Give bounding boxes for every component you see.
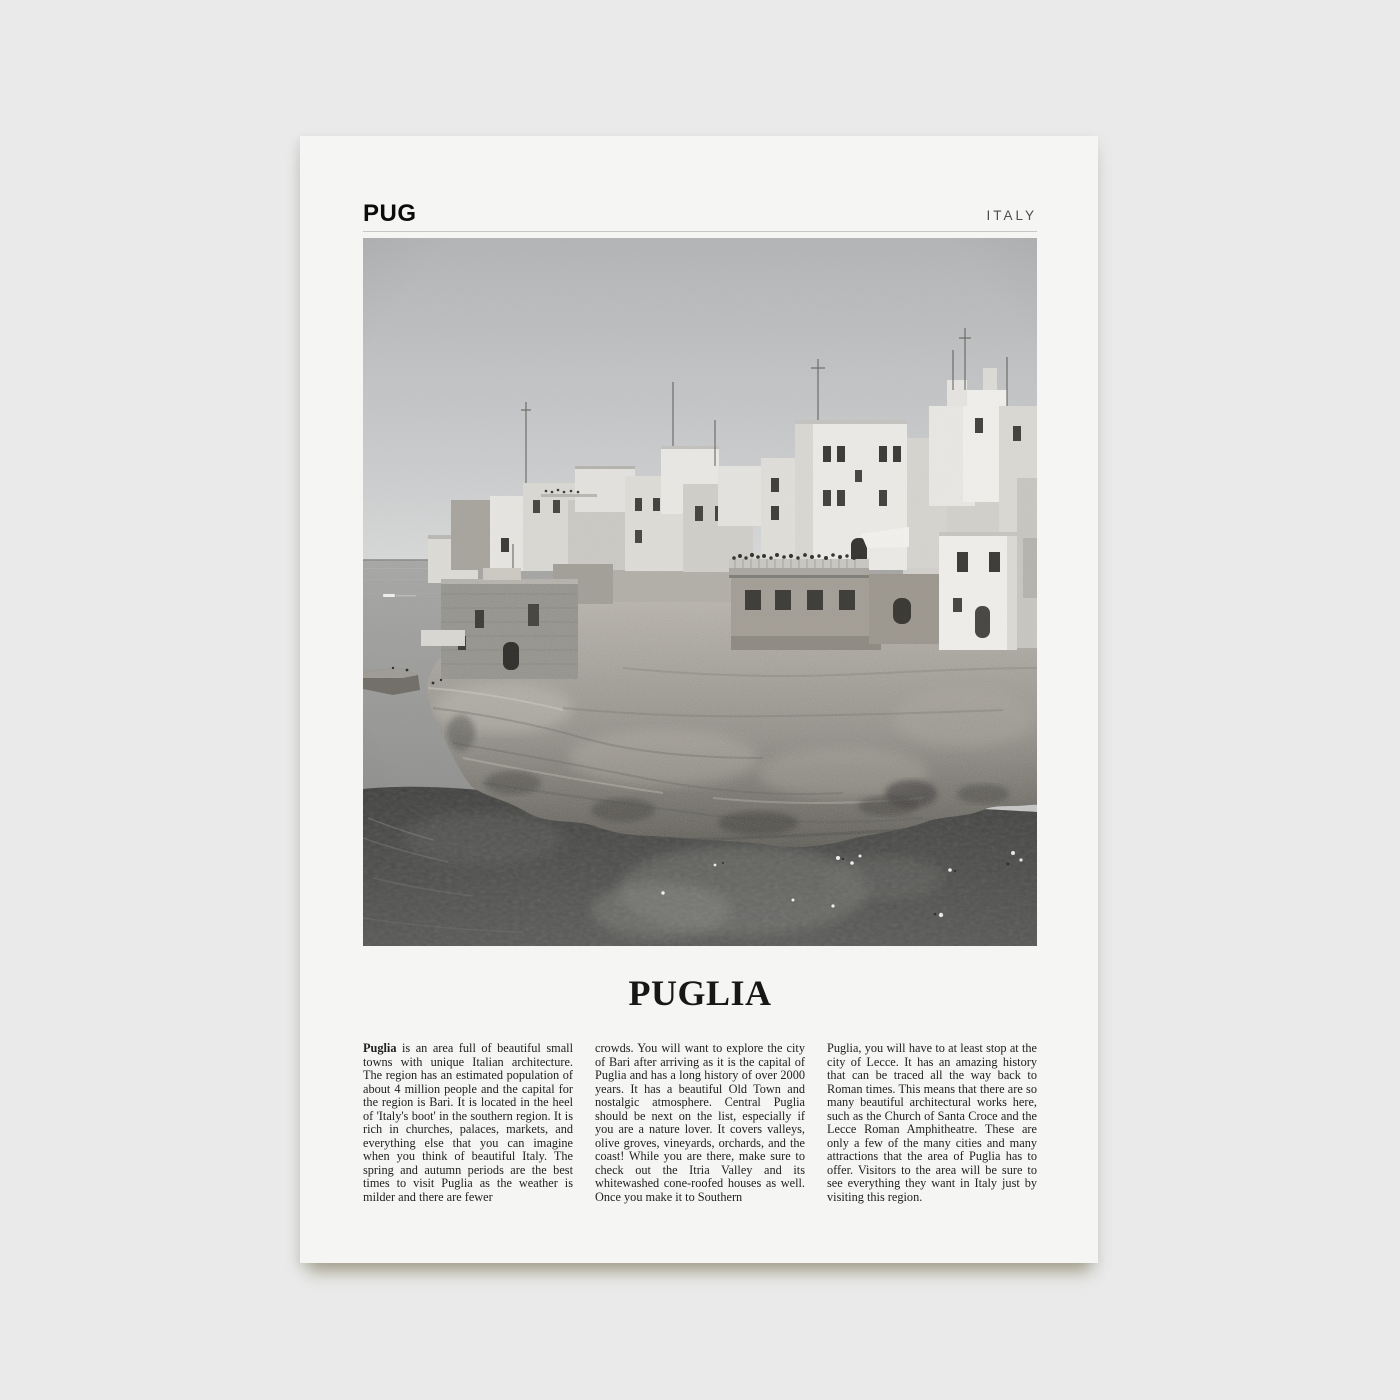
poster-header: [363, 200, 1037, 232]
photo-vignette: [363, 238, 1037, 946]
body-text: [363, 1030, 1037, 1217]
poster-photo: [363, 238, 1037, 946]
travel-poster: [300, 136, 1098, 1263]
poster-abbrev-label: PUG: [363, 200, 417, 227]
lead-word: Puglia: [363, 1041, 397, 1056]
body-column-2: crowds. You will want to explore the city of Bari after arriving as it is the capital of Puglia and has a long history of over 2000 years. It has a beautiful Old Town and nostalgic atmosphere. Central Puglia should be next on the list, especially if you are a nature lover. It covers valleys, olive groves, vineyards, orchards, and the coast! While you are there, make sure to check out the Itria Valley and its whitewashed cone-roofed houses as well. Once you make it to Southern: [595, 1041, 805, 1204]
body-column-3: Puglia, you will have to at least stop at the city of Lecce. It has an amazing history that can be traced all the way back to Roman times. This means that there are so many beautiful architectural works here, such as the Church of Santa Croce and the Lecce Roman Amphitheatre. These are only a few of the many cities and many attractions that the area of Puglia has to offer. Visitors to the area will be sure to see everything they want in Italy just by visiting this region.: [827, 1041, 1037, 1204]
photo-illustration: [363, 238, 1037, 946]
body-column-1: Puglia is an area full of beautiful small towns with unique Italian architecture. The region has an estimated population of about 4 million people and the capital for the region is Bari. It is located in the heel of 'Italy's boot' in the southern region. It is rich in churches, palaces, markets, and everything else that you can imagine when you think of beautiful Italy. The spring and autumn periods are the best times to visit Puglia as the weather is milder and there are fewer: [363, 1041, 573, 1204]
poster-country-label: ITALY: [986, 208, 1037, 223]
poster-title: PUGLIA: [628, 973, 772, 1013]
